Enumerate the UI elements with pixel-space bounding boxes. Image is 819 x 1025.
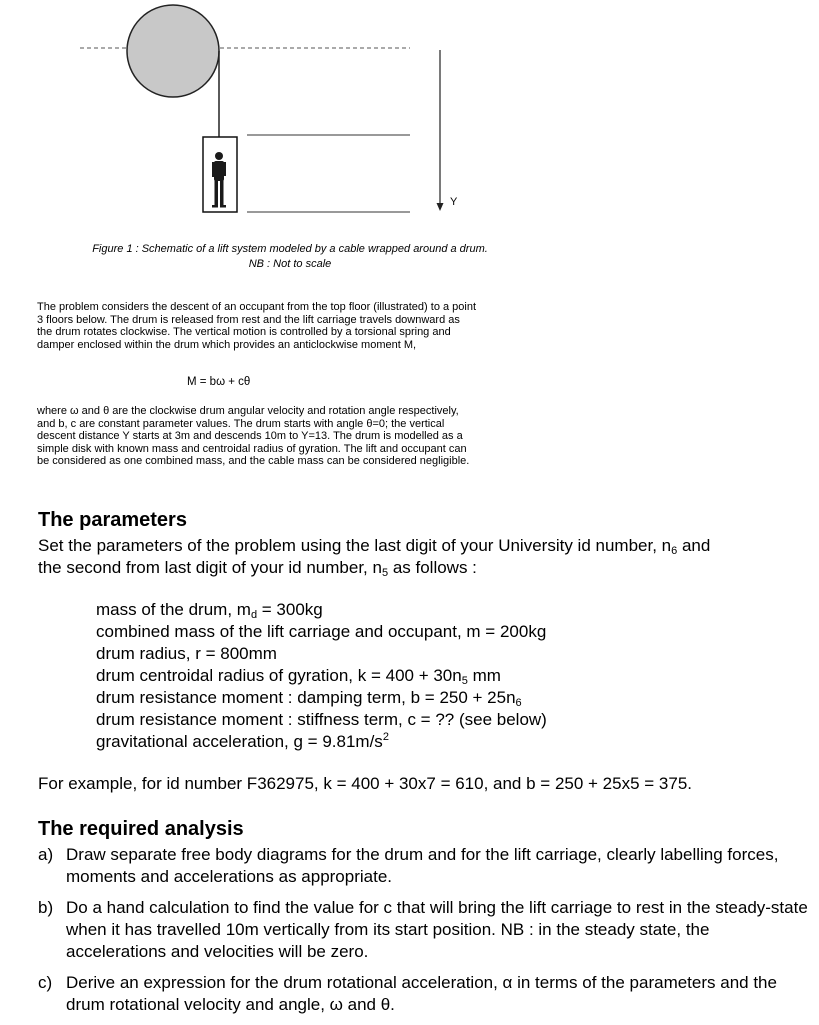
analysis-item (38, 844, 808, 888)
analysis-item-label: a) (38, 845, 54, 864)
intro-paragraph (37, 301, 577, 351)
intro-line: The problem considers the descent of an occupant from the top floor (illustrated) to a point (37, 301, 477, 313)
intro-line: where ω and θ are the clockwise drum angular velocity and rotation angle respectively, (37, 405, 459, 417)
analysis-item (38, 972, 808, 1016)
y-axis-arrowhead (437, 203, 444, 211)
intro-line: and b, c are constant parameter values. The drum starts with angle θ=0; the vertical (37, 417, 445, 430)
intro-line: 3 floors below. The drum is released from rest and the lift carriage travels downward as (37, 313, 460, 326)
parameter-item: gravitational acceleration, $g = 9.81m/s^2$ (96, 731, 389, 751)
figure-caption-note: NB : Not to scale (248, 258, 332, 270)
analysis-item-text: Do a hand calculation to find the value for c that will bring the lift carriage to rest in the steady-state when it has travelled 10m vertically from its start position. NB : in the steady state, the accelerations and velocities will be zero. (66, 898, 808, 961)
analysis-heading: The required analysis (38, 818, 244, 840)
parameter-item: mass of the drum, $m_d = 300kg$ (96, 600, 323, 621)
parameter-item: combined mass of the lift carriage and occupant, m = 200kg (96, 622, 547, 641)
parameter-item: drum centroidal radius of gyration, $k = 400 + 30n_5$ mm (96, 666, 501, 687)
intro-line: the drum rotates clockwise. The vertical motion is controlled by a torsional spring and (37, 326, 451, 339)
drum (127, 5, 219, 97)
parameter-item: drum resistance moment : damping term, $b = 250 + 25n_6$ (96, 688, 522, 709)
parameters-list (96, 599, 796, 753)
intro-paragraph-2 (37, 405, 597, 468)
analysis-list (38, 844, 808, 1025)
intro-line: simple disk with known mass and centroidal radius of gyration. The lift and occupant can (37, 442, 467, 455)
moment-equation: M = bω + cθ (187, 376, 251, 388)
lift-schematic-figure (0, 0, 819, 240)
analysis-item (38, 897, 808, 963)
parameter-item: drum radius, r = 800mm (96, 644, 277, 663)
parameters-heading: The parameters (38, 509, 187, 531)
parameter-item: drum resistance moment : stiffness term, c = ?? (see below) (96, 710, 547, 729)
intro-line: descent distance Y starts at 3m and descends 10m to Y=13. The drum is modelled as a (37, 430, 463, 443)
y-axis-label: Y (450, 196, 458, 208)
parameters-intro-line: Set the parameters of the problem using the last digit of your University id number, $n_6$ and (38, 536, 711, 557)
analysis-item-text: Draw separate free body diagrams for the drum and for the lift carriage, clearly labelling forces, moments and accelerations as appropriate. (66, 845, 779, 886)
parameters-intro (38, 535, 808, 579)
analysis-item-text: Derive an expression for the drum rotational acceleration, α in terms of the parameters and the drum rotational velocity and angle, ω and θ. (66, 973, 777, 1014)
parameters-example: For example, for id number F362975, k = 400 + 30x7 = 610, and b = 250 + 25x5 = 375. (38, 774, 693, 793)
intro-line: damper enclosed within the drum which provides an anticlockwise moment M, (37, 338, 417, 351)
figure-caption: Figure 1 : Schematic of a lift system modeled by a cable wrapped around a drum. (92, 243, 488, 255)
analysis-item-label: b) (38, 898, 54, 917)
analysis-item-label: c) (38, 973, 53, 992)
intro-line: be considered as one combined mass, and the cable mass can be considered negligible. (37, 455, 470, 468)
parameters-intro-line: the second from last digit of your id number, $n_5$ as follows : (38, 558, 477, 579)
